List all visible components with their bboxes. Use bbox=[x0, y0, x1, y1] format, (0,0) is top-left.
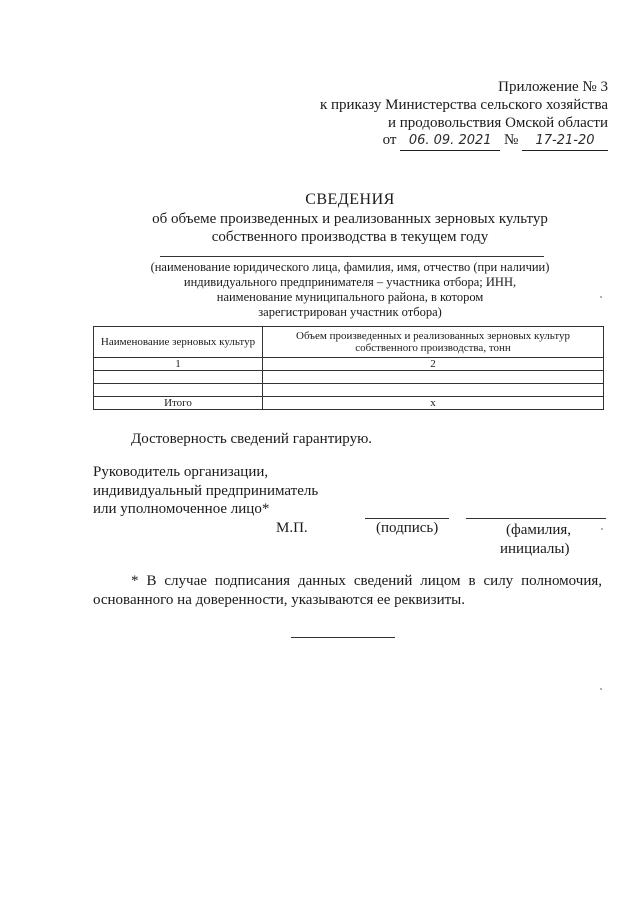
signatory-line-1: Руководитель организации, bbox=[93, 464, 269, 480]
number-label: № bbox=[503, 132, 519, 148]
closing-rule bbox=[291, 637, 395, 638]
total-value: х bbox=[263, 397, 604, 410]
handwritten-date: 06. 09. 2021 bbox=[400, 132, 500, 151]
table-cell bbox=[263, 384, 604, 397]
title-subline-1: об объеме произведенных и реализованных зерновых культур bbox=[152, 211, 548, 227]
name-caption-1: (фамилия, bbox=[506, 522, 572, 538]
footnote-line-2: основанного на доверенности, указываются ее реквизиты. bbox=[93, 592, 466, 608]
table-cell bbox=[94, 371, 263, 384]
total-label: Итого bbox=[94, 397, 263, 410]
signature-caption: (подпись) bbox=[376, 520, 439, 536]
stamp-placeholder: М.П. bbox=[276, 520, 308, 536]
from-label: от bbox=[382, 132, 397, 148]
name-line bbox=[466, 518, 606, 519]
caption-line-2: индивидуального предпринимателя – участника отбора; ИНН, bbox=[183, 275, 517, 289]
order-line-1: к приказу Министерства сельского хозяйства bbox=[319, 97, 608, 113]
signatory-line-2: индивидуальный предприниматель bbox=[93, 483, 319, 499]
table-row bbox=[94, 384, 604, 397]
scan-speck bbox=[601, 528, 603, 530]
col-number-1: 1 bbox=[94, 358, 263, 371]
table-cell bbox=[263, 371, 604, 384]
guarantee-statement: Достоверность сведений гарантирую. bbox=[131, 431, 373, 447]
name-caption-2: инициалы) bbox=[500, 541, 570, 557]
caption-line-1: (наименование юридического лица, фамилия, имя, отчество (при наличии) bbox=[150, 260, 550, 274]
order-line-2: и продовольствия Омской области bbox=[387, 115, 608, 131]
table-total-row bbox=[94, 397, 604, 410]
signatory-line-3: или уполномоченное лицо* bbox=[93, 501, 270, 517]
caption-line-4: зарегистрирован участник отбора) bbox=[258, 305, 442, 319]
table-cell bbox=[94, 384, 263, 397]
header-crop-name: Наименование зерновых культур bbox=[94, 327, 263, 358]
document-title: СВЕДЕНИЯ bbox=[305, 191, 395, 208]
participant-name-line bbox=[160, 256, 544, 257]
handwritten-number: 17-21-20 bbox=[522, 132, 608, 151]
grain-volume-table bbox=[93, 326, 604, 410]
table-header-row bbox=[94, 327, 604, 358]
order-date-number-line bbox=[383, 131, 608, 151]
table-row bbox=[94, 371, 604, 384]
caption-line-3: наименование муниципального района, в котором bbox=[216, 290, 484, 304]
footnote-line-1: * В случае подписания данных сведений лицом в силу полномочия, bbox=[131, 573, 602, 589]
header-volume: Объем произведенных и реализованных зерновых культур собственного производства, тонн bbox=[263, 327, 604, 358]
col-number-2: 2 bbox=[263, 358, 604, 371]
scan-speck bbox=[600, 296, 602, 298]
title-subline-2: собственного производства в текущем году bbox=[211, 229, 489, 245]
scan-speck bbox=[600, 688, 602, 690]
table-number-row bbox=[94, 358, 604, 371]
appendix-label: Приложение № 3 bbox=[498, 79, 608, 95]
